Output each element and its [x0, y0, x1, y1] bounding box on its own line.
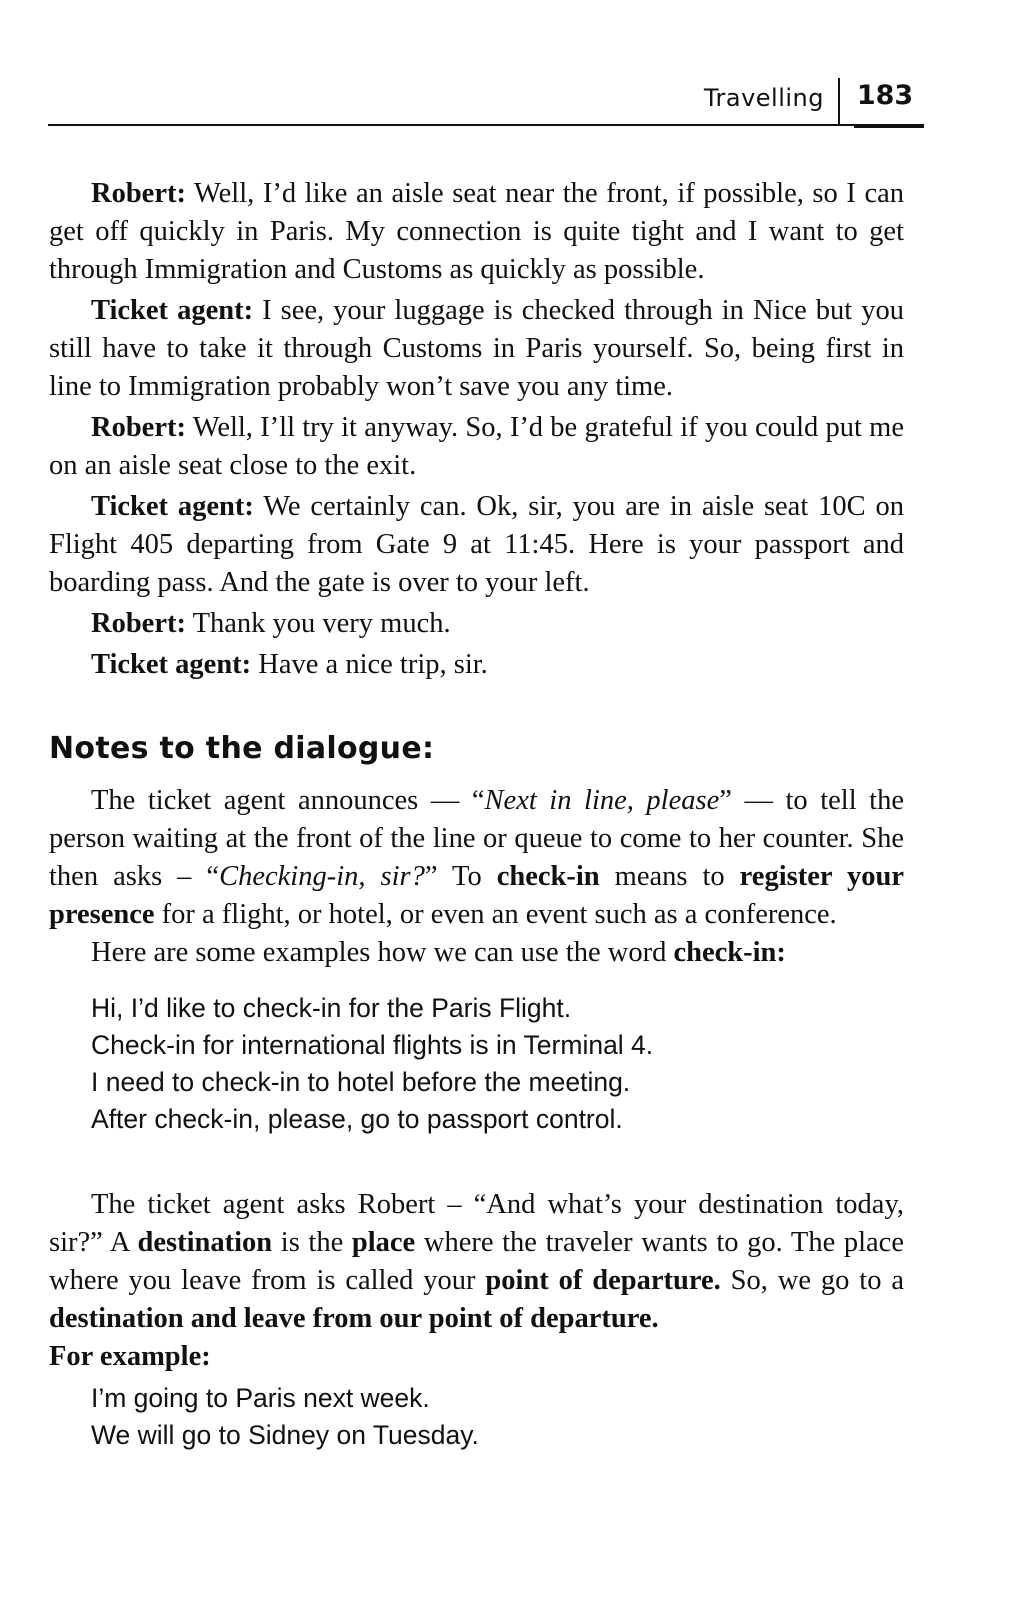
example-sentence: After check-in, please, go to passport control.: [91, 1104, 623, 1134]
page-body: [49, 175, 904, 1454]
running-header: [48, 80, 924, 128]
notes-section: [49, 782, 904, 1454]
line-text: We certainly can. Ok, sir, you are in aisle seat 10C on Flight 405 departing from Gate 9 at 11:45. Here is your passport and boarding pass. And the gate is over to your left.: [49, 491, 904, 598]
speaker-name: Ticket agent:: [91, 649, 252, 680]
notes-heading: Notes to the dialogue:: [49, 731, 435, 766]
quoted-phrase: Next in line, please: [484, 785, 720, 816]
page-number: 183: [856, 80, 914, 111]
text-run: ” To: [424, 861, 497, 892]
key-term: check-in: [496, 861, 600, 892]
dialogue-line: [49, 292, 904, 406]
text-run: is the: [272, 1227, 352, 1258]
page-number-rule: [854, 124, 924, 128]
text-run: The ticket agent announces — “: [91, 785, 485, 816]
example-sentence: Hi, I’d like to check-in for the Paris Flight.: [91, 993, 572, 1023]
text-run: means to: [599, 861, 740, 892]
dialogue-line: [49, 175, 904, 289]
example-sentence: Check-in for international flights is in Terminal 4.: [91, 1030, 654, 1060]
example-sentence: I’m going to Paris next week.: [91, 1383, 430, 1413]
text-run: ” — to tell the person waiting at the front of the line or queue to come to her counter. She then asks – “: [49, 785, 904, 892]
notes-paragraph-checkin: [49, 782, 904, 934]
key-term: destination: [137, 1227, 273, 1258]
destination-example-list: [91, 1380, 904, 1454]
speaker-name: Robert:: [91, 608, 186, 639]
line-text: Have a nice trip, sir.: [251, 649, 488, 680]
line-text: Well, I’d like an aisle seat near the front, if possible, so I can get off quickly in Paris. My connection is quite tight and I want to get through Immigration and Customs as quickly as possible.: [49, 178, 904, 285]
text-run: where the traveler wants to go. The place where you leave from is called your: [49, 1227, 904, 1296]
speaker-name: Ticket agent:: [91, 491, 254, 522]
dialogue-line: [49, 605, 904, 643]
section-title: Travelling: [703, 84, 824, 112]
key-term: destination and leave from our point of departure.: [49, 1303, 659, 1334]
text-run: So, we go to a: [720, 1265, 904, 1296]
speaker-name: Ticket agent:: [91, 295, 254, 326]
line-text: Well, I’ll try it anyway. So, I’d be grateful if you could put me on an aisle seat close to the exit.: [49, 412, 904, 481]
example-sentence: We will go to Sidney on Tuesday.: [91, 1420, 479, 1450]
header-divider: [838, 78, 840, 126]
for-example-label: For example:: [49, 1341, 211, 1372]
speaker-name: Robert:: [91, 412, 186, 443]
text-run: for a flight, or hotel, or even an event such as a conference.: [154, 899, 837, 930]
dialogue-line: [49, 488, 904, 602]
key-term: place: [351, 1227, 416, 1258]
speaker-name: Robert:: [91, 178, 186, 209]
line-text: Thank you very much.: [185, 608, 451, 639]
checkin-example-list: [91, 990, 904, 1138]
notes-paragraph-destination: [49, 1186, 904, 1338]
example-sentence: I need to check-in to hotel before the meeting.: [91, 1067, 631, 1097]
key-term: point of departure.: [485, 1265, 721, 1296]
quoted-phrase: Checking-in, sir?: [219, 861, 425, 892]
key-term: check-in:: [673, 937, 786, 968]
line-text: I see, your luggage is checked through in Nice but you still have to take it through Customs in Paris yourself. So, being first in line to Immigration probably won’t save you any time.: [49, 295, 904, 402]
dialogue-line: [49, 646, 904, 684]
dialogue: [49, 175, 904, 684]
text-run: Here are some examples how we can use the word: [91, 937, 674, 968]
text-run: The ticket agent asks Robert – “And what’s your destination today, sir?” A: [49, 1189, 904, 1258]
dialogue-line: [49, 409, 904, 485]
key-term: register your presence: [49, 861, 904, 930]
notes-paragraph-examples-intro: [49, 934, 904, 972]
header-rule: [48, 124, 924, 126]
